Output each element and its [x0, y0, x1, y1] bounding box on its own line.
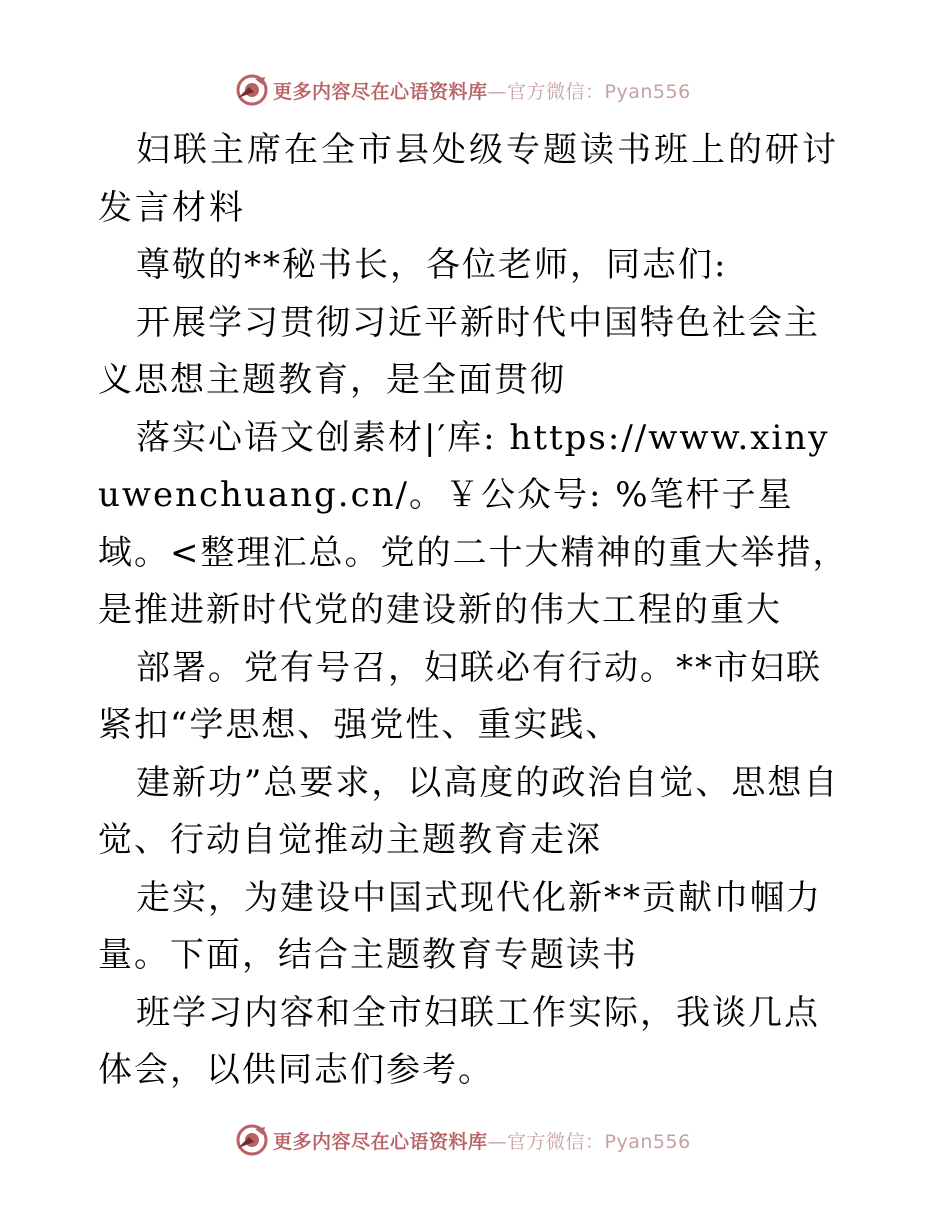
header-watermark	[235, 72, 691, 108]
stamp-logo-icon	[235, 1123, 269, 1157]
salutation-paragraph: 尊敬的**秘书长，各位老师，同志们:	[136, 245, 728, 285]
footer-watermark	[235, 1122, 691, 1158]
body-paragraph: 建新功”总要求，以高度的政治自觉、思想自觉、行动自觉推动主题教育走深	[98, 762, 840, 860]
body-paragraph: 班学习内容和全市妇联工作实际，我谈几点体会，以供同志们参考。	[98, 992, 820, 1090]
body-paragraph: 部署。党有号召，妇联必有行动。**市妇联紧扣“学思想、强党性、重实践、	[98, 647, 822, 745]
body-paragraph: 走实，为建设中国式现代化新**贡献巾帼力量。下面，结合主题教育专题读书	[98, 877, 822, 975]
watermark-brand: 更多内容尽在心语资料库	[273, 80, 488, 103]
stamp-logo-icon	[235, 73, 269, 107]
watermark-separator: —	[487, 1130, 508, 1153]
document-title: 妇联主席在全市县处级专题读书班上的研讨发言材料	[98, 130, 839, 228]
watermark-contact: 官方微信：Pyan556	[507, 80, 691, 103]
watermark-brand: 更多内容尽在心语资料库	[273, 1130, 488, 1153]
body-paragraph: 开展学习贯彻习近平新时代中国特色社会主义思想主题教育，是全面贯彻	[98, 302, 820, 400]
document-body	[98, 122, 853, 1100]
watermark-contact: 官方微信：Pyan556	[507, 1130, 691, 1153]
body-paragraph: 落实心语文创素材|′库: https://www.xinyuwenchuang.cn/。￥公众号: %笔杆子星域。<整理汇总。党的二十大精神的重大举措，是推进新时代党的建设新的伟大工程的重大	[98, 417, 849, 630]
watermark-separator: —	[487, 80, 508, 103]
